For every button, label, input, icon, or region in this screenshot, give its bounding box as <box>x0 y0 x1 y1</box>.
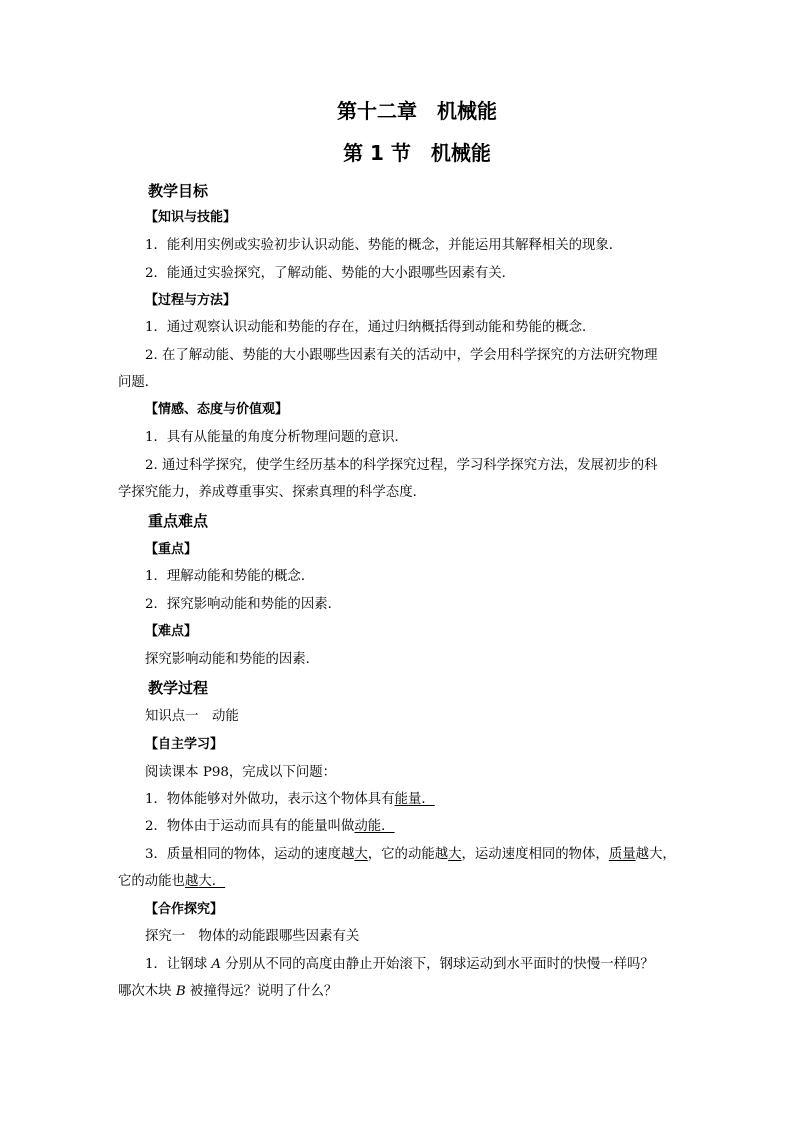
reading-instruction: 阅读课本 P98，完成以下问题： <box>145 765 336 780</box>
goals-heading: 教学目标 <box>148 182 209 200</box>
question-3-text: 3．质量相同的物体，运动的速度越 <box>145 847 355 862</box>
exploration-1-question-continued <box>118 982 337 1002</box>
question-1 <box>145 790 435 810</box>
variable-a: A <box>211 957 222 972</box>
variable-b: B <box>175 984 186 999</box>
question-1-answer: 能量． <box>394 792 435 807</box>
self-study-label: 【自主学习】 <box>145 737 224 752</box>
attitude-item: 1．具有从能量的角度分析物理问题的意识． <box>145 430 408 445</box>
focus-item: 1．理解动能和势能的概念． <box>145 569 315 584</box>
question-3-text: ，运动速度相同的物体， <box>461 847 609 862</box>
question-3-text: 它的动能也 <box>118 874 185 889</box>
process-item: 2. 在了解动能、势能的大小跟哪些因素有关的活动中，学会用科学探究的方法研究物理 <box>145 348 658 363</box>
question-text: 被撞得远？说明了什么？ <box>185 984 338 999</box>
knowledge-item: 1．能利用实例或实验初步认识动能、势能的概念，并能运用其解释相关的现象． <box>145 238 623 253</box>
question-1-text: 1．物体能够对外做功，表示这个物体具有 <box>145 792 395 807</box>
attitude-label: 【情感、态度与价值观】 <box>145 402 289 417</box>
process-heading: 教学过程 <box>148 679 209 697</box>
focus-label: 【重点】 <box>145 542 198 557</box>
knowledge-label: 【知识与技能】 <box>145 210 237 225</box>
question-3-answer: 越大． <box>184 874 226 889</box>
chapter-title: 第十二章 机械能 <box>337 99 497 123</box>
process-item: 1．通过观察认识动能和势能的存在，通过归纳概括得到动能和势能的概念． <box>145 320 596 335</box>
attitude-item-continued: 学探究能力，养成尊重事实、探索真理的科学态度． <box>118 485 426 500</box>
focus-item: 2．探究影响动能和势能的因素． <box>145 597 341 612</box>
exploration-1-title: 探究一 物体的动能跟哪些因素有关 <box>145 929 360 944</box>
process-label: 【过程与方法】 <box>145 293 237 308</box>
question-text: 哪次木块 <box>118 984 176 999</box>
question-text: 1．让钢球 <box>145 957 212 972</box>
question-2 <box>145 817 395 837</box>
difficulty-text: 探究影响动能和势能的因素． <box>145 652 320 667</box>
knowledge-item: 2．能通过实验探究，了解动能、势能的大小跟哪些因素有关． <box>145 266 516 281</box>
attitude-item: 2. 通过科学探究，使学生经历基本的科学探究过程，学习科学探究方法，发展初步的科 <box>145 458 658 473</box>
difficulty-label: 【难点】 <box>145 624 198 639</box>
question-3-answer: 大 <box>448 847 462 862</box>
question-3-text: ，它的动能越 <box>367 847 449 862</box>
question-3-continued <box>118 872 225 892</box>
cooperation-label: 【合作探究】 <box>145 902 224 917</box>
section-title: 第 1 节 机械能 <box>343 141 491 165</box>
question-3-answer: 大 <box>354 847 368 862</box>
question-3-answer: 质量 <box>608 847 636 862</box>
knowledge-point-1: 知识点一 动能 <box>145 709 239 724</box>
question-2-answer: 动能． <box>354 819 395 834</box>
question-2-text: 2．物体由于运动而具有的能量叫做 <box>145 819 355 834</box>
question-3 <box>145 845 676 865</box>
exploration-1-question <box>145 955 654 975</box>
question-3-text: 越大， <box>635 847 676 862</box>
question-text: 分别从不同的高度由静止开始滚下，钢球运动到水平面时的快慢一样吗？ <box>221 957 654 972</box>
key-points-heading: 重点难点 <box>148 512 209 530</box>
process-item-continued: 问题． <box>118 375 159 390</box>
